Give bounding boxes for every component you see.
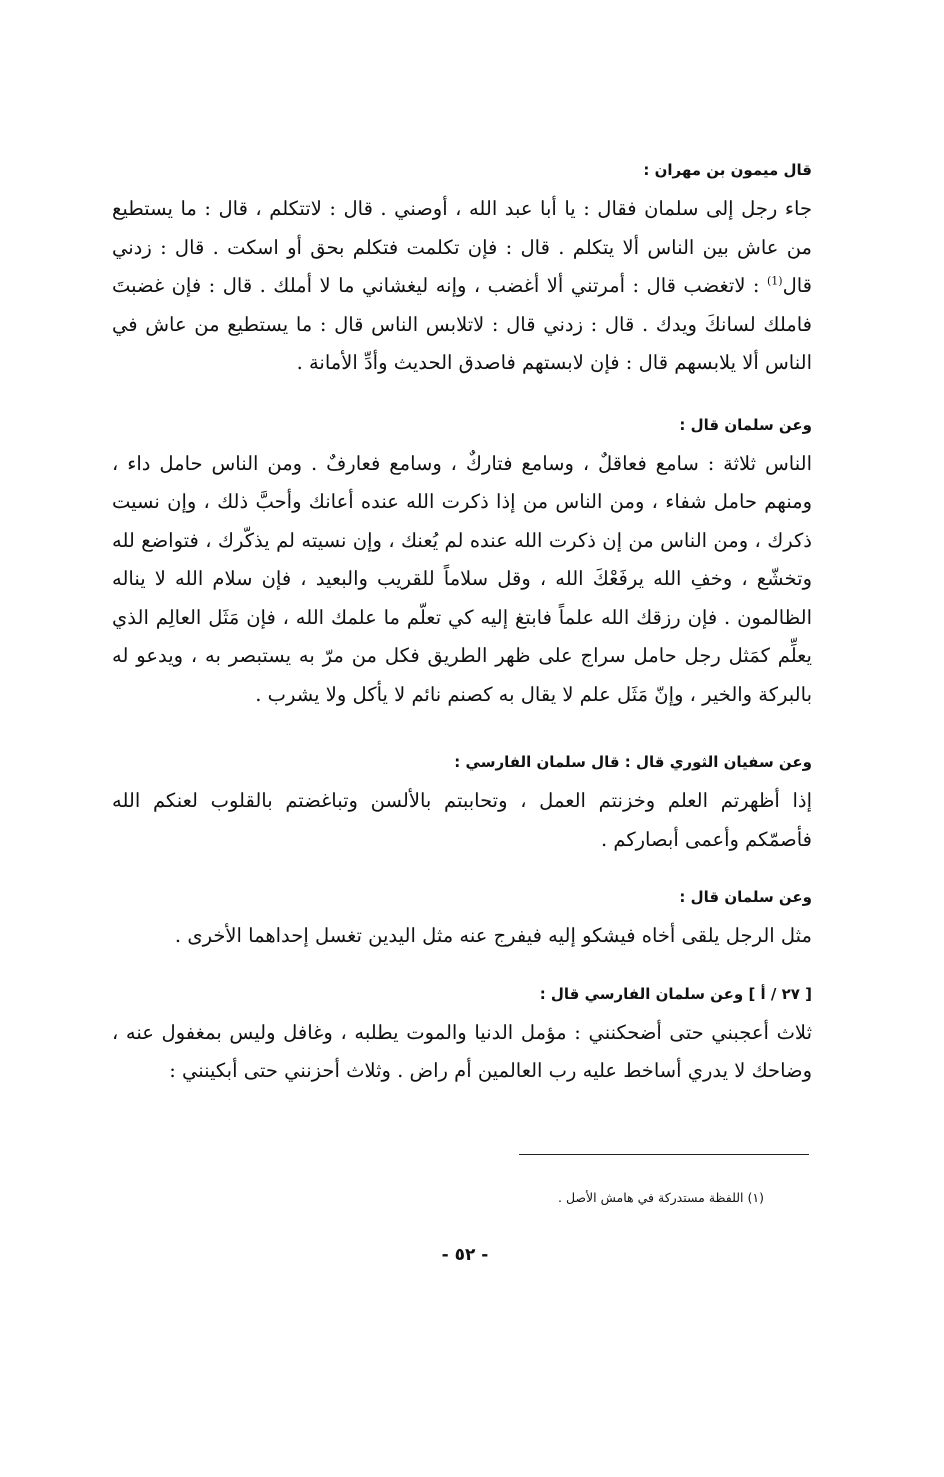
footnote: (١) اللفظة مستدركة في هامش الأصل .	[558, 1190, 764, 1205]
section-heading: قال ميمون بن مهران :	[643, 161, 812, 179]
section-text: الناس ثلاثة : سامع فعاقلٌ ، وسامع فتاركٌ ، وسامع فعارفٌ . ومن الناس حامل داء ، ومنهم حامل شفاء ، ومن الناس من إذا ذكرت الله عنده أعانك وأحبَّ ذلك ، وإن نسيت ذكرك ، ومن الناس من إن ذكرت الله عنده لم يُعنك ، وإن نسيته لم يذكّرك ، فتواضع لله وتخشّع ، وخفِ الله يرفَعْكَ الله ، وقل سلاماً للقريب والبعيد ، فإن سلام الله لا يناله الظالمون . فإن رزقك الله علماً فابتغ إليه كي تعلّم ما علمك الله ، فإن مَثَل العالِم الذي يعلِّم كمَثل رجل حامل سراج على ظهر الطريق فكل من مرّ به يستبصر به ، ويدعو له بالبركة والخير ، وإنّ مَثَل علم لا يقال به كصنم نائم لا يأكل ولا يشرب .	[112, 451, 813, 706]
section-text-part: جاء رجل إلى سلمان فقال : يا أبا عبد الله ، أوصني . قال : لاتتكلم ، قال : ما يستطيع من عاش بين الناس ألا يتكلم . قال : فإن تكلمت فتكلم بحق أو اسكت . قال : زدني قال	[112, 197, 812, 297]
section-text: ثلاث أعجبني حتى أضحكنني : مؤمل الدنيا والموت يطلبه ، وغافل وليس بمغفول عنه ، وضاحك لا يدري أساخط عليه رب العالمين أم راض . وثلاث أحزنني حتى أبكينني :	[112, 1020, 812, 1082]
section-text	[112, 190, 812, 383]
section-salman-people	[112, 413, 812, 715]
section-salman-three	[112, 982, 812, 1091]
section-text: مثل الرجل يلقى أخاه فيشكو إليه فيفرج عنه مثل اليدين تغسل إحداهما الأخرى .	[174, 924, 812, 947]
section-heading: وعن سلمان قال :	[679, 415, 812, 434]
section-heading: [ ٢٧ / أ ] وعن سلمان الفارسي قال :	[539, 984, 812, 1003]
section-text-part: : لاتغضب قال : أمرتني ألا أغضب ، وإنه ليغشاني ما لا أملك . قال : فإن غضبتَ فاملك لسانكَ ويدك . قال : زدني قال : لاتلابس الناس قال : ما يستطيع من عاش في الناس ألا يلابسهم قال : فإن لابستهم فاصدق الحديث وأدِّ الأمانة .	[112, 274, 812, 374]
section-heading: وعن سلمان قال :	[679, 888, 812, 906]
section-maymun	[112, 158, 812, 383]
page-number: - ٥٢ -	[441, 1245, 489, 1265]
section-sufyan	[112, 750, 812, 859]
section-text: إذا أظهرتم العلم وخزنتم العمل ، وتحاببتم بالألسن وتباغضتم بالقلوب لعنكم الله فأصمّكم وأعمى أبصاركم .	[112, 789, 812, 851]
footnote-marker: (1)	[766, 274, 783, 288]
footnote-divider	[519, 1154, 809, 1155]
section-heading: وعن سفيان الثوري قال : قال سلمان الفارسي :	[454, 753, 812, 771]
page-body	[112, 158, 812, 1117]
section-salman-brother	[112, 885, 812, 956]
